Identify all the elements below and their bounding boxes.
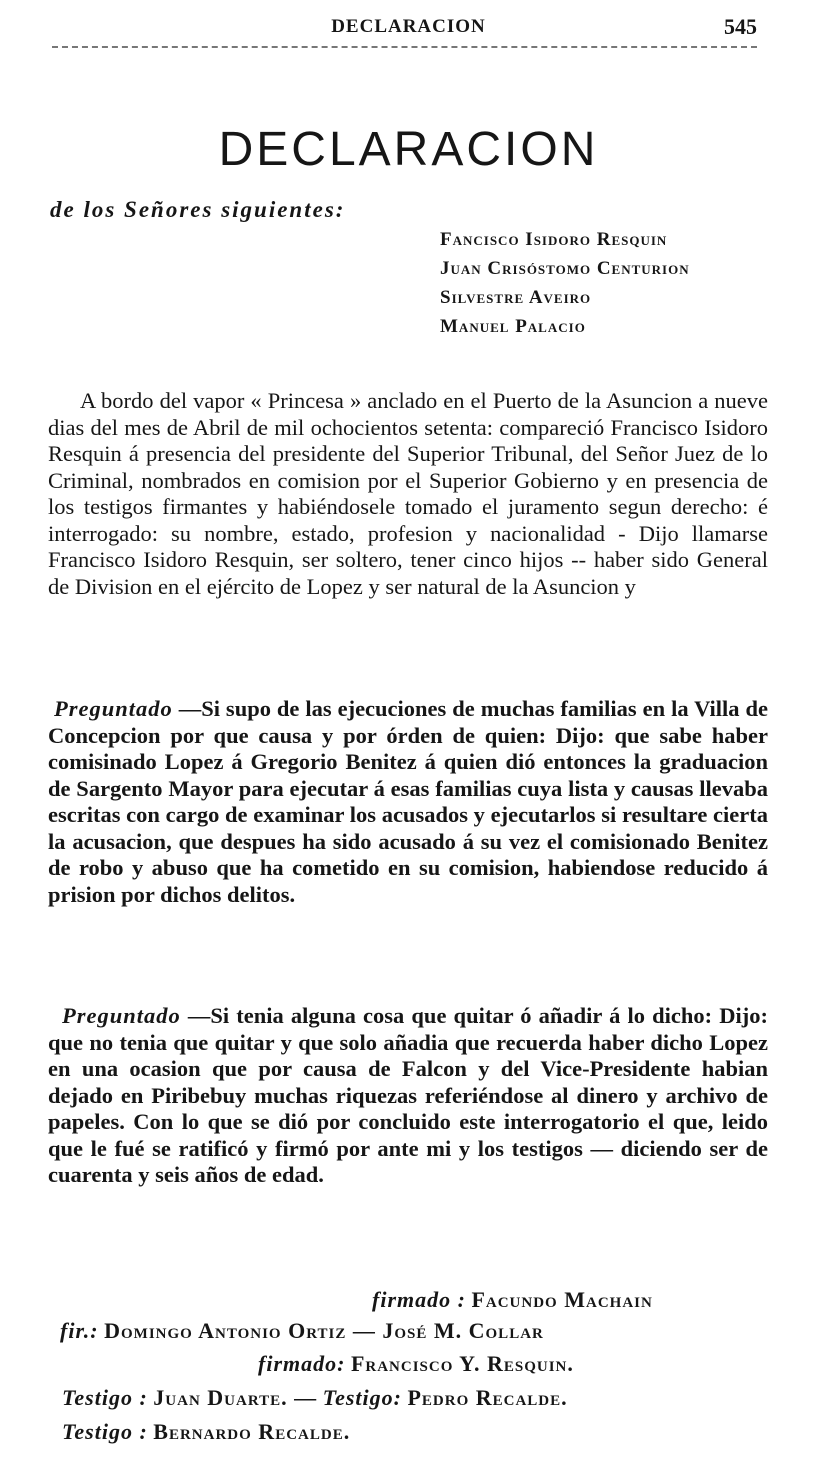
document-title: DECLARACION	[218, 123, 599, 176]
signature-line-1	[372, 1287, 653, 1313]
opening-paragraph: A bordo del vapor « Princesa » anclado en el Puerto de la Asuncion a nueve dias del mes de Abril de mil ochocientos setenta: compareció Francisco Isidoro Resquin á presencia del presidente del Superior Tribunal, del Señor Juez de lo Criminal, nombrados en comision por el Superior Gobierno y en presencia de los testigos firmantes y habiéndosele tomado el juramento segun derecho: é interrogado: su nombre, estado, profesion y nacionalidad - Dijo llamarse Francisco Isidoro Resquin, ser soltero, tener cinco hijos -- haber sido General de Division en el ejército de Lopez y ser natural de la Asuncion y	[48, 388, 768, 599]
signature-label: firmado:	[258, 1351, 346, 1376]
signature-line-4	[62, 1385, 568, 1411]
declarants-list	[440, 225, 690, 341]
witness-label: Testigo :	[62, 1385, 148, 1410]
signatory-name: Francisco Y. Resquin.	[350, 1351, 574, 1376]
document-subtitle: de los Señores siguientes:	[50, 197, 346, 222]
header-rule	[52, 46, 757, 48]
witness-label: Testigo :	[62, 1419, 148, 1444]
declarant-name: Manuel Palacio	[440, 316, 586, 337]
signature-label: firmado :	[372, 1287, 466, 1312]
question-label: Preguntado	[54, 696, 173, 721]
declarant-name: Fancisco Isidoro Resquin	[440, 229, 668, 250]
witness-name: Pedro Recalde.	[407, 1385, 568, 1410]
witness-name: Bernardo Recalde.	[153, 1419, 351, 1444]
witness-label: Testigo:	[322, 1385, 402, 1410]
signature-label: fir.:	[60, 1318, 99, 1343]
question-paragraph-1	[48, 696, 768, 908]
running-header	[0, 14, 817, 44]
declarant-name: Silvestre Aveiro	[440, 287, 592, 308]
question-text: —Si tenia alguna cosa que quitar ó añadir á lo dicho: Dijo: que no tenia que quitar y que solo añadia que recuerda haber dicho Lopez en una ocasion que por causa de Falcon y del Vice-Presidente habian dejado en Piribebuy muchas riquezas referiéndose al dinero y archivo de papeles. Con lo que se dió por concluido este interrogatorio el que, leido que le fué se ratificó y firmó por ante mi y los testigos — diciendo ser de cuarenta y seis años de edad.	[48, 1003, 768, 1187]
question-paragraph-2	[48, 1003, 768, 1189]
page-number: 545	[724, 14, 757, 39]
running-title: DECLARACION	[331, 16, 486, 37]
signature-line-2	[60, 1318, 544, 1344]
question-text: —Si supo de las ejecuciones de muchas familias en la Villa de Concepcion por que causa y por órden de quien: Dijo: que sabe haber comisinado Lopez á Gregorio Benitez á quien dió entonces la graduacion de Sargento Mayor para ejecutar á esas familias cuya lista y causas llevaba escritas con cargo de examinar los acusados y ejecutarlos si resultare cierta la acusacion, que despues ha sido acusado á su vez el comisionado Benitez de robo y abuso que ha cometido en su comision, habiendose reducido á prision por dichos delitos.	[48, 696, 768, 907]
signatory-name: Domingo Antonio Ortiz — José M. Collar	[104, 1318, 544, 1343]
signatory-name: Facundo Machain	[471, 1287, 653, 1312]
signature-line-3	[258, 1351, 574, 1377]
declarant-name: Juan Crisóstomo Centurion	[440, 258, 690, 279]
witness-name: Juan Duarte. —	[153, 1385, 318, 1410]
question-label: Preguntado	[62, 1003, 181, 1028]
signature-line-5	[62, 1419, 350, 1445]
